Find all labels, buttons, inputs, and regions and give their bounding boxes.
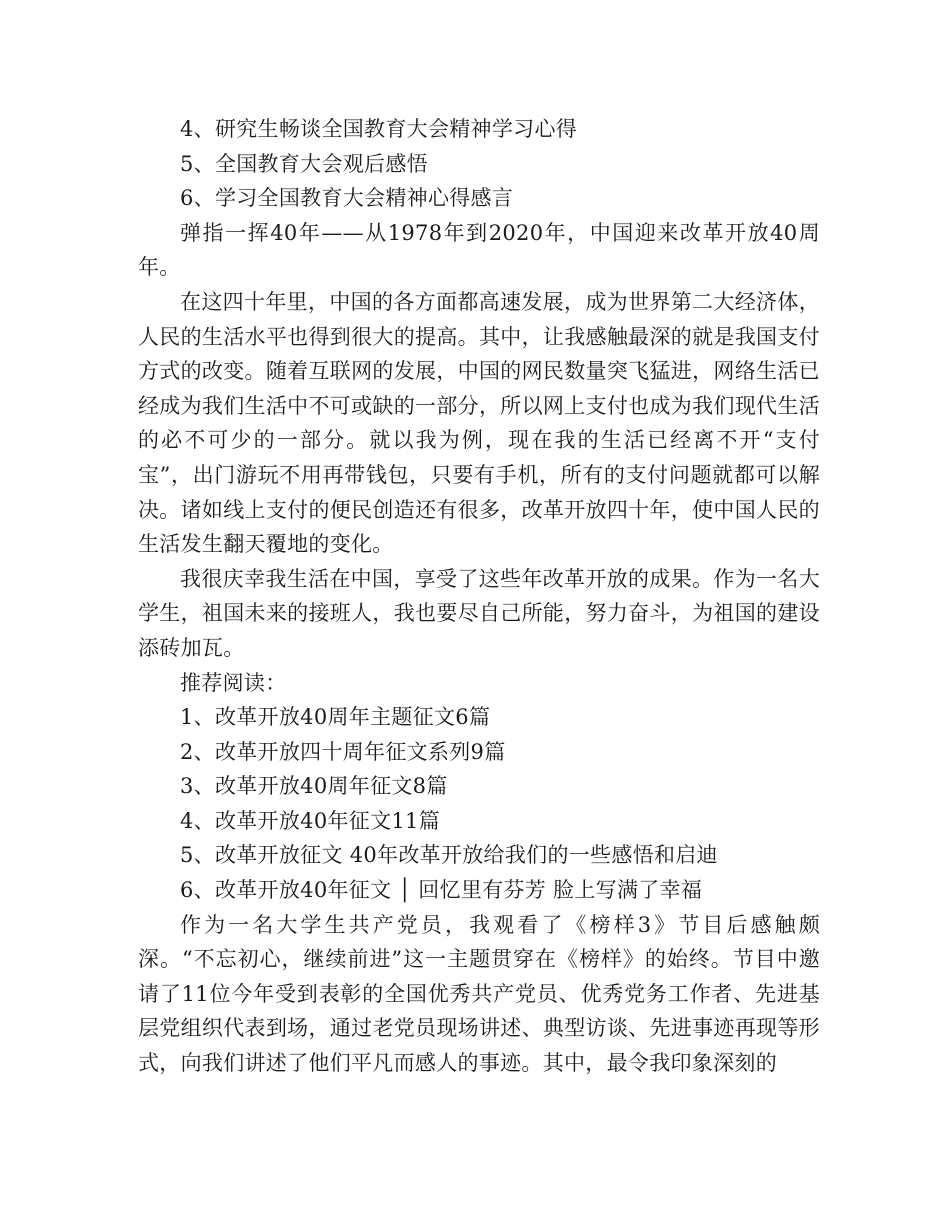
recommended-item-2: 2、改革开放四十周年征文系列9篇: [180, 739, 506, 764]
recommended-reading-heading: 推荐阅读：: [180, 670, 287, 695]
paragraph-payment-change: 在这四十年里，中国的各方面都高速发展，成为世界第二大经济体，人民的生活水平也得到很大的提高。其中，让我感触最深的就是我国支付方式的改变。随着互联网的发展，中国的网民数量突飞猛进，网络生活已经成为我们生活中不可或缺的一部分，所以网上支付也成为我们现代生活的必不可少的一部分。就以我为例，现在我的生活已经离不开“支付宝”，出门游玩不用再带钱包，只要有手机，所有的支付问题就都可以解决。诸如线上支付的便民创造还有很多，改革开放四十年，使中国人民的生活发生翻天覆地的变化。: [138, 289, 820, 557]
recommended-item-3: 3、改革开放40周年征文8篇: [180, 774, 448, 799]
list-item-related-5: 5、全国教育大会观后感悟: [180, 151, 428, 176]
paragraph-role-model: 作为一名大学生共产党员，我观看了《榜样3》节目后感触颇深。“不忘初心，继续前进”这一主题贯穿在《榜样》的始终。节目中邀请了11位今年受到表彰的全国优秀共产党员、优秀党务工作者、先进基层党组织代表到场，通过老党员现场讲述、典型访谈、先进事迹再现等形式，向我们讲述了他们平凡而感人的事迹。其中，最令我印象深刻的: [138, 912, 820, 1076]
paragraph-intro: 弹指一挥40年——从1978年到2020年，中国迎来改革开放40周年。: [138, 220, 820, 280]
recommended-item-1: 1、改革开放40周年主题征文6篇: [180, 705, 491, 730]
recommended-item-5: 5、改革开放征文 40年改革开放给我们的一些感悟和启迪: [180, 843, 718, 868]
recommended-item-6: 6、改革开放40年征文 │ 回忆里有芬芳 脸上写满了幸福: [180, 878, 703, 903]
paragraph-gratitude: 我很庆幸我生活在中国，享受了这些年改革开放的成果。作为一名大学生，祖国未来的接班人，我也要尽自己所能，努力奋斗，为祖国的建设添砖加瓦。: [138, 566, 820, 660]
recommended-item-4: 4、改革开放40年征文11篇: [180, 808, 441, 833]
document-body: [138, 112, 820, 1081]
list-item-related-6: 6、学习全国教育大会精神心得感言: [180, 186, 514, 211]
list-item-related-4: 4、研究生畅谈全国教育大会精神学习心得: [180, 117, 578, 141]
